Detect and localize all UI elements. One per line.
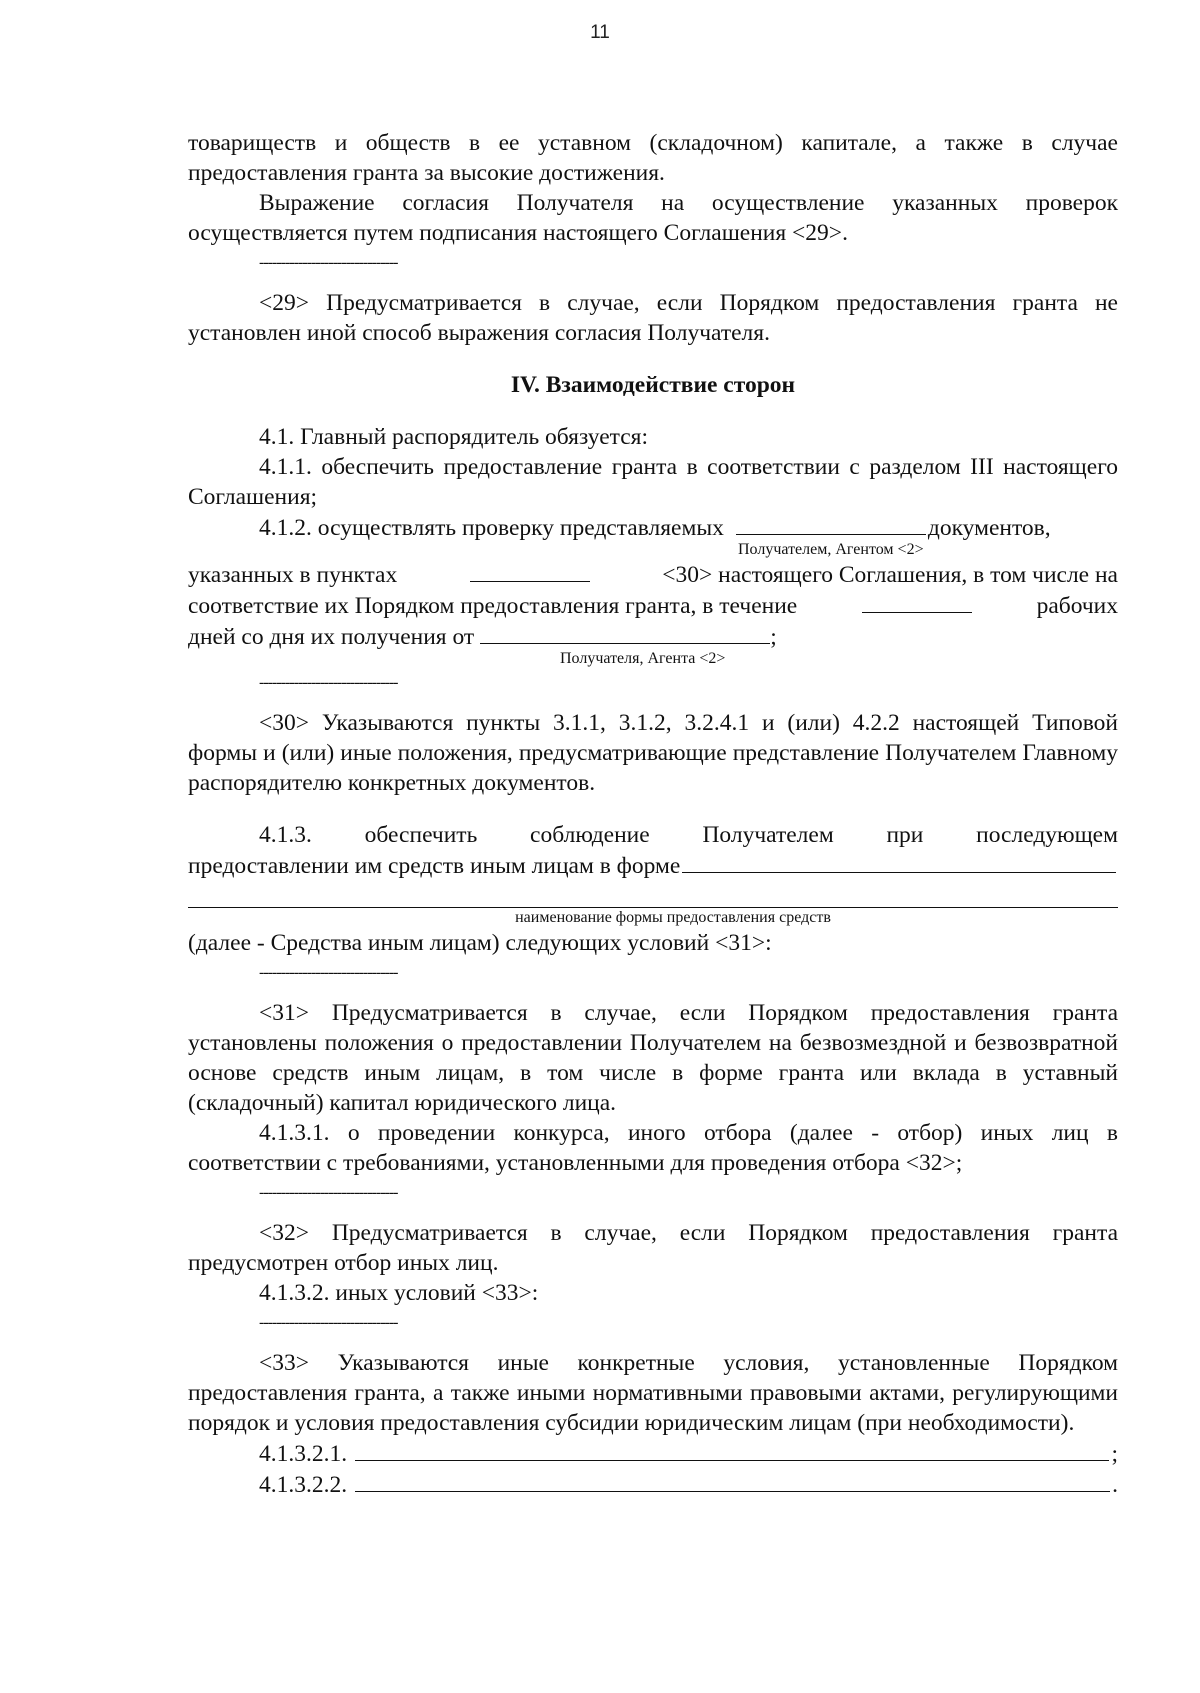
footnote-separator: --------------------------------	[259, 964, 398, 981]
clause-text: соответствие их Порядком предоставления гранта, в течение	[188, 593, 798, 619]
document-body	[188, 128, 1118, 1500]
blank-field	[736, 512, 926, 535]
clause-4-1-3-2: 4.1.3.2. иных условий <33>:	[259, 1280, 539, 1306]
clause-4-1-2-line4	[188, 621, 1118, 652]
field-caption: Получателем, Агентом <2>	[738, 541, 924, 558]
clause-4-1-3-2-1	[188, 1438, 1118, 1469]
clause-text: предоставлении им средств иным лицам в форме	[188, 853, 681, 879]
clause-4-1-2-line1	[188, 512, 1118, 543]
blank-field-full	[188, 881, 1118, 908]
blank-field	[862, 590, 972, 613]
paragraph-line: товариществ и обществ в ее уставном (складочном) капитале, а также в случае	[188, 130, 1118, 156]
section-title: IV. Взаимодействие сторон	[510, 372, 796, 398]
blank-field	[470, 559, 590, 582]
clause-text: рабочих	[1036, 593, 1118, 619]
clause-4-1-2-text: 4.1.2. осуществлять проверку представляемых	[259, 515, 724, 541]
clause-4-1: 4.1. Главный распорядитель обязуется:	[259, 424, 648, 450]
clause-end: .	[1112, 1472, 1118, 1498]
blank-field	[355, 1469, 1110, 1492]
clause-4-1-2-line3	[188, 590, 1118, 621]
clause-end: ;	[1111, 1441, 1118, 1467]
footnote-separator: --------------------------------	[259, 1314, 398, 1331]
clause-4-1-2-text-end: документов,	[927, 515, 1051, 541]
clause-4-1-3-2-2	[188, 1469, 1118, 1500]
footnote-29: <29> Предусматривается в случае, если Порядком предоставления гранта не установлен иной способ выражения согласия Получателя.	[188, 290, 1118, 346]
paragraph: Выражение согласия Получателя на осуществление указанных проверок осуществляется путем подписания настоящего Соглашения <29>.	[188, 190, 1118, 246]
field-caption: наименование формы предоставления средств	[515, 909, 831, 926]
footnote-separator: --------------------------------	[259, 1184, 398, 1201]
footnote-31: <31> Предусматривается в случае, если Порядком предоставления гранта установлены положения о предоставлении Получателем на безвозмездной и безвозвратной основе средств иным лицам, в том числе в форме гранта или вклада в уставный (складочный) капитал юридического лица.	[188, 1000, 1118, 1116]
paragraph-line: предоставления гранта за высокие достижения.	[188, 160, 665, 186]
clause-number: 4.1.3.2.2.	[259, 1472, 348, 1498]
clause-4-1-3-line1: 4.1.3. обеспечить соблюдение Получателем при последующем	[259, 822, 1118, 848]
clause-4-1-2-line2	[188, 559, 1118, 590]
clause-number: 4.1.3.2.1.	[259, 1441, 348, 1467]
blank-field	[355, 1438, 1109, 1461]
clause-4-1-3-line3: (далее - Средства иным лицам) следующих условий <31>:	[188, 930, 772, 956]
clause-4-1-3-line2	[188, 850, 1118, 881]
page-number: 11	[590, 22, 610, 43]
clause-text: <30> настоящего Соглашения, в том числе на	[662, 562, 1118, 588]
footnote-33: <33> Указываются иные конкретные условия, установленные Порядком предоставления гранта, а также иными нормативными правовыми актами, регулирующими порядок и условия предоставления субсидии юридическим лицам (при необходимости).	[188, 1350, 1118, 1436]
footnote-separator: --------------------------------	[259, 254, 398, 271]
blank-field	[480, 621, 770, 644]
clause-text: ;	[770, 624, 777, 650]
footnote-30: <30> Указываются пункты 3.1.1, 3.1.2, 3.2.4.1 и (или) 4.2.2 настоящей Типовой формы и (или) иные положения, предусматривающие представление Получателем Главному распорядителю конкретных документов.	[188, 710, 1118, 796]
blank-field	[682, 850, 1116, 873]
footnote-32: <32> Предусматривается в случае, если Порядком предоставления гранта предусмотрен отбор иных лиц.	[188, 1220, 1118, 1276]
clause-text: дней со дня их получения от	[188, 624, 475, 650]
footnote-separator: --------------------------------	[259, 674, 398, 691]
clause-4-1-3-1: 4.1.3.1. о проведении конкурса, иного отбора (далее - отбор) иных лиц в соответствии с требованиями, установленными для проведения отбора <32>;	[188, 1120, 1118, 1176]
clause-4-1-1: 4.1.1. обеспечить предоставление гранта в соответствии с разделом III настоящего Соглашения;	[188, 454, 1118, 510]
field-caption: Получателя, Агента <2>	[560, 650, 726, 667]
clause-text: указанных в пунктах	[188, 562, 398, 588]
